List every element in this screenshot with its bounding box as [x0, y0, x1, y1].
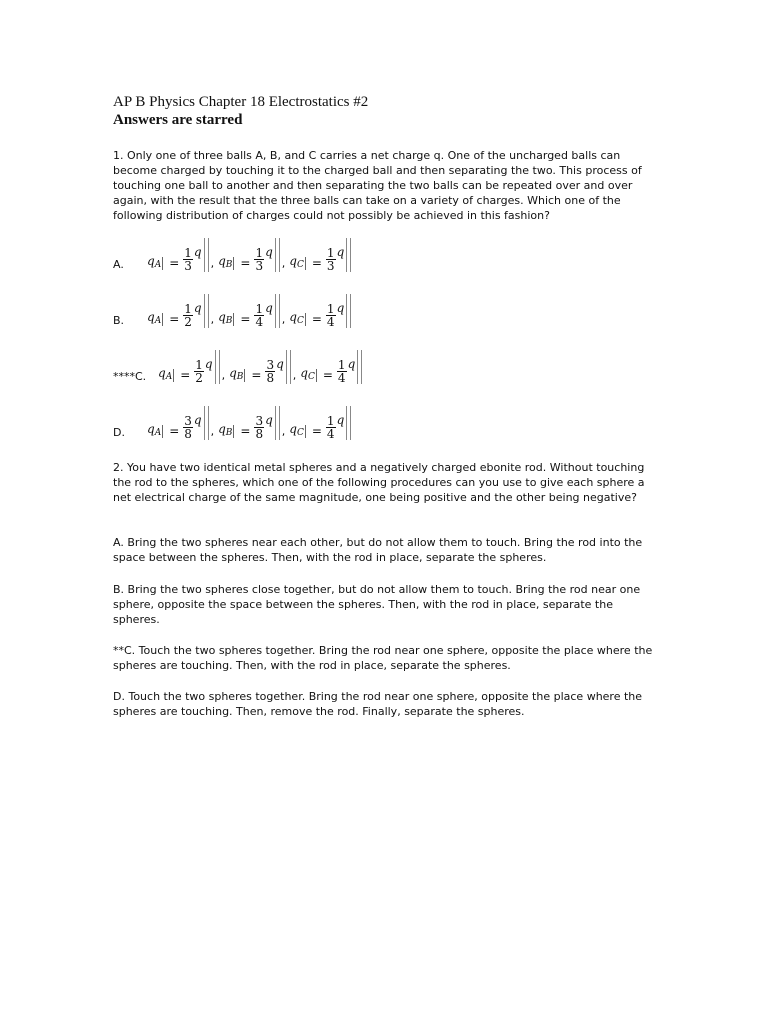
abs-bar — [305, 257, 307, 270]
charge-subscript: B — [225, 316, 233, 326]
fraction-denominator: 8 — [255, 427, 264, 441]
charge-term — [218, 238, 280, 274]
charge-variable: $q_B$ — [218, 422, 233, 438]
charge-subscript: C — [296, 260, 304, 270]
charge-q: q — [193, 301, 202, 315]
charge-variable: $q_B$ — [229, 366, 244, 382]
abs-bar — [316, 369, 318, 382]
charge-variable: $q_C$ — [300, 366, 315, 382]
fraction-numerator: 3 — [255, 414, 264, 428]
abs-bar — [346, 238, 351, 272]
equals-sign: = — [169, 312, 180, 326]
equals-sign: = — [169, 256, 180, 270]
fraction-numerator: 1 — [326, 414, 335, 428]
document-title: AP B Physics Chapter 18 Electrostatics #2 — [113, 94, 369, 110]
charge-subscript: A — [154, 260, 162, 270]
comma: , — [210, 257, 215, 270]
fraction-numerator: 1 — [326, 302, 335, 316]
fraction — [254, 415, 264, 440]
question-1-text: 1. Only one of three balls A, B, and C carries a net charge q. One of the uncharged balls can become charged by touching it to the charged ball and then separating the two. This process of touching one ball to another and then separating the two balls can be repeated over and over again, with the result that the three balls can take on a variety of charges. Which one of the following distribution of charges could not possibly be achieved in this fashion? — [113, 149, 642, 222]
charge-subscript: A — [154, 428, 162, 438]
fraction-denominator: 4 — [326, 427, 335, 441]
question-2-option-c: **C. Touch the two spheres together. Bring the rod near one sphere, opposite the place where the spheres are touching. Then, with the rod in place, separate the spheres. — [113, 644, 653, 672]
equals-sign: = — [251, 368, 262, 382]
fraction — [183, 247, 193, 272]
fraction-denominator: 4 — [255, 315, 264, 329]
equals-sign: = — [311, 424, 322, 438]
comma: , — [281, 425, 286, 438]
fraction — [183, 415, 193, 440]
abs-bar — [357, 350, 362, 384]
option-label: D. — [113, 426, 125, 439]
option-row — [113, 342, 673, 386]
question-2-text: 2. You have two identical metal spheres and a negatively charged ebonite rod. Without touching the rod to the spheres, which one of the following procedures can you use to give each sphere a net electrical charge of the same magnitude, one being positive and the other being negative? — [113, 461, 645, 504]
charge-variable: $q_A$ — [147, 254, 162, 270]
charge-expression — [147, 398, 351, 442]
charge-q: q — [193, 413, 202, 427]
abs-bar — [162, 257, 164, 270]
question-2-option-d: D. Touch the two spheres together. Bring the rod near one sphere, opposite the place where the spheres are touching. Then, remove the rod. Finally, separate the spheres. — [113, 690, 643, 718]
fraction-denominator: 8 — [184, 427, 192, 441]
fraction-denominator: 3 — [255, 259, 264, 273]
charge-q: q — [336, 301, 345, 315]
charge-variable: $q_C$ — [289, 310, 304, 326]
fraction — [194, 359, 204, 384]
fraction — [326, 247, 336, 272]
fraction-numerator: 3 — [266, 358, 275, 372]
comma: , — [281, 257, 286, 270]
charge-term — [289, 294, 351, 330]
document-subtitle: Answers are starred — [113, 112, 243, 128]
fraction-numerator: 1 — [184, 302, 192, 316]
abs-bar — [233, 313, 235, 326]
fraction — [326, 303, 336, 328]
charge-q: q — [336, 413, 345, 427]
fraction-denominator: 2 — [195, 371, 203, 385]
charge-subscript: A — [165, 372, 173, 382]
charge-subscript: B — [225, 428, 233, 438]
equals-sign: = — [311, 312, 322, 326]
charge-variable: $q_C$ — [289, 254, 304, 270]
fraction-numerator: 1 — [184, 246, 192, 260]
charge-q: q — [265, 301, 273, 315]
fraction-numerator: 3 — [184, 414, 192, 428]
abs-bar — [233, 257, 235, 270]
charge-q: q — [265, 413, 273, 427]
fraction-denominator: 2 — [184, 315, 192, 329]
charge-term — [229, 350, 291, 386]
option-label: B. — [113, 314, 125, 327]
charge-variable: $q_B$ — [218, 310, 233, 326]
fraction-denominator: 8 — [266, 371, 275, 385]
equals-sign: = — [240, 312, 251, 326]
fraction — [183, 303, 193, 328]
abs-bar — [173, 369, 175, 382]
charge-subscript: C — [307, 372, 315, 382]
equals-sign: = — [169, 424, 180, 438]
charge-variable: $q_A$ — [147, 422, 162, 438]
charge-expression — [158, 342, 362, 386]
comma: , — [210, 313, 215, 326]
abs-bar — [162, 313, 164, 326]
fraction-numerator: 1 — [255, 302, 264, 316]
fraction-numerator: 1 — [326, 246, 335, 260]
charge-q: q — [336, 245, 345, 259]
abs-bar — [305, 313, 307, 326]
fraction — [326, 415, 336, 440]
fraction-denominator: 3 — [184, 259, 192, 273]
charge-expression — [147, 286, 351, 330]
charge-q: q — [347, 357, 356, 371]
option-row — [113, 230, 673, 274]
equals-sign: = — [322, 368, 333, 382]
charge-variable: $q_A$ — [147, 310, 162, 326]
fraction — [254, 303, 264, 328]
option-row — [113, 286, 673, 330]
fraction — [254, 247, 264, 272]
comma: , — [292, 369, 297, 382]
equals-sign: = — [180, 368, 191, 382]
fraction — [265, 359, 275, 384]
fraction — [337, 359, 347, 384]
equals-sign: = — [240, 424, 251, 438]
comma: , — [210, 425, 215, 438]
charge-subscript: B — [225, 260, 233, 270]
comma: , — [281, 313, 286, 326]
charge-term — [289, 406, 351, 442]
question-2-option-a: A. Bring the two spheres near each other, but do not allow them to touch. Bring the rod into the space between the spheres. Then, with the rod in place, separate the spheres. — [113, 536, 643, 564]
abs-bar — [244, 369, 246, 382]
fraction-numerator: 1 — [337, 358, 346, 372]
charge-term — [218, 294, 280, 330]
charge-subscript: C — [296, 316, 304, 326]
option-label: A. — [113, 258, 124, 271]
abs-bar — [233, 425, 235, 438]
charge-variable: $q_B$ — [218, 254, 233, 270]
charge-term — [289, 238, 351, 274]
abs-bar — [346, 406, 351, 440]
charge-term — [300, 350, 362, 386]
option-row — [113, 398, 673, 442]
fraction-denominator: 4 — [326, 315, 335, 329]
charge-q: q — [276, 357, 284, 371]
charge-variable: $q_A$ — [158, 366, 173, 382]
charge-q: q — [204, 357, 213, 371]
question-2-option-b: B. Bring the two spheres close together, but do not allow them to touch. Bring the rod near one sphere, opposite the space between the spheres. Then, with the rod in place, separate the spheres. — [113, 583, 641, 626]
charge-subscript: B — [236, 372, 244, 382]
equals-sign: = — [240, 256, 251, 270]
charge-subscript: C — [296, 428, 304, 438]
fraction-numerator: 1 — [195, 358, 203, 372]
fraction-numerator: 1 — [255, 246, 264, 260]
abs-bar — [162, 425, 164, 438]
charge-subscript: A — [154, 316, 162, 326]
option-label: ****C. — [113, 370, 147, 383]
charge-variable: $q_C$ — [289, 422, 304, 438]
charge-q: q — [193, 245, 202, 259]
charge-term — [147, 294, 209, 330]
abs-bar — [305, 425, 307, 438]
charge-term — [147, 238, 209, 274]
charge-term — [147, 406, 209, 442]
comma: , — [221, 369, 226, 382]
charge-term — [158, 350, 220, 386]
charge-q: q — [265, 245, 273, 259]
charge-expression — [147, 230, 351, 274]
abs-bar — [346, 294, 351, 328]
charge-term — [218, 406, 280, 442]
fraction-denominator: 3 — [326, 259, 335, 273]
equals-sign: = — [311, 256, 322, 270]
fraction-denominator: 4 — [337, 371, 346, 385]
